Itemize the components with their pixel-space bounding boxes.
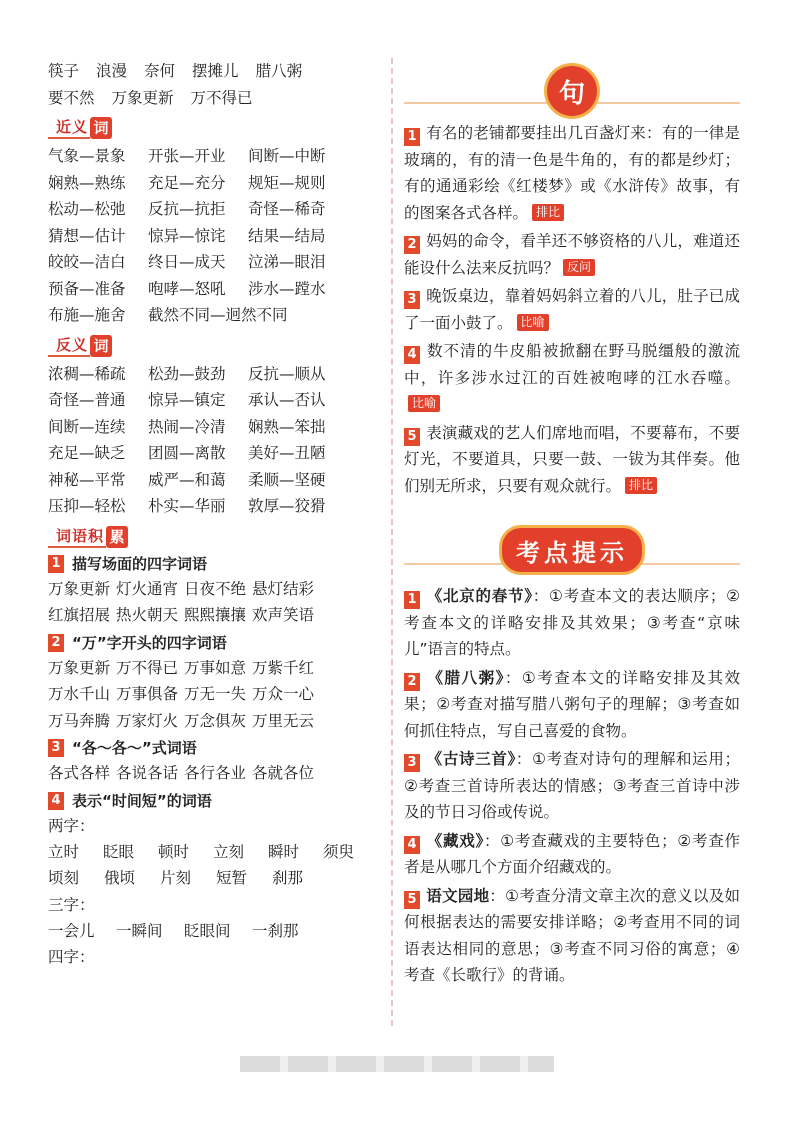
point-number: 4 [404,836,420,854]
word-row [48,839,378,866]
exam-point-item [404,665,740,745]
exam-points-list [404,583,740,989]
word: 欢声笑语 [252,606,315,624]
word-pair: 柔顺—坚硬 [248,470,326,489]
word-row [48,655,378,682]
word: 浪漫 [96,62,128,80]
word-pair: 惊异—镇定 [148,391,226,409]
word-pair: 奇怪—稀奇 [248,200,326,218]
point-text: ：①考查本文的详略安排及其效果；②考查对描写腊八粥句子的理解；③考查如何抓住特点，写自己喜爱的食物。 [404,668,740,740]
exam-point-item [404,828,740,881]
word-pair: 眨眼间 [184,921,231,940]
word-row [48,918,378,945]
accumulate-groups [48,552,378,787]
word-pair: 间断—中断 [248,147,326,165]
synonyms-heading-box: 词 [90,117,112,139]
word-pair: 截然不同—迥然不同 [148,306,288,324]
word-pair: 顿时 [158,842,190,861]
word: 万不得已 [116,658,179,677]
word-pair: 瞬时 [268,842,300,861]
antonym-list [48,361,378,520]
group-heading [48,789,378,813]
word: 日夜不绝 [184,579,247,598]
word-pair: 一刹那 [252,921,299,940]
group-heading [48,736,378,760]
rhetoric-tag: 反问 [563,259,595,276]
page-footer-bar [240,1056,554,1072]
point-text: ：①考查本文的表达顺序；②考查本文的详略安排及其效果；③考查“京味儿”语言的特点。 [404,587,740,658]
word-pair: 充足—缺乏 [48,444,126,462]
word: 各就各位 [252,764,315,782]
word-row [48,493,378,520]
top-words-row-2 [48,85,378,112]
word: 各说各话 [116,764,179,782]
point-number: 2 [404,673,420,691]
word-pair: 顷刻 [48,869,80,887]
sentence-list [404,120,740,499]
group-title: 表示“时间短”的词语 [72,791,212,810]
word-pair: 刹那 [272,869,304,887]
word-pair: 热闹—冷清 [148,417,226,436]
point-title: 语文园地 [426,886,490,905]
point-title: 《古诗三首》 [426,750,516,768]
word-pair: 预备—准备 [48,279,126,298]
point-title: 《腊八粥》 [426,668,505,687]
word-pair: 团圆—离散 [148,444,226,462]
sentence-number: 2 [404,236,420,254]
word-pair: 短暂 [216,869,248,887]
word-pair: 浓稠—稀疏 [48,364,126,383]
word-row [48,576,378,603]
three-char-words [48,918,378,945]
word-row [48,170,378,197]
word: 各行各业 [184,764,247,782]
word-pair: 立刻 [213,842,245,861]
sentence-title-badge: 句 [544,63,600,119]
word-pair: 反抗—顺从 [248,364,326,383]
exam-point-item [404,883,740,989]
word-pair: 威严—和蔼 [148,470,226,489]
synonyms-heading-text: 近义 [48,117,90,139]
word-pair: 眨眼 [103,842,135,861]
word-pair: 开张—开业 [148,147,226,165]
two-char-label: 两字： [48,816,95,835]
word: 腊八粥 [255,62,303,80]
word: 各式各样 [48,764,111,782]
group-number: 2 [48,634,64,652]
accumulate-heading [48,526,378,548]
sentence-text: 晚饭桌边，靠着妈妈斜立着的八儿，肚子已成了一面小鼓了。 [404,287,740,332]
word-row [48,223,378,250]
word-pair: 压抑—轻松 [48,497,126,515]
word-pair: 须臾 [323,842,355,861]
rhetoric-tag: 排比 [625,477,657,494]
word: 筷子 [48,62,80,80]
synonym-list [48,143,378,329]
sentence-number: 4 [404,346,420,364]
rhetoric-tag: 比喻 [517,314,549,331]
point-number: 1 [404,591,420,609]
sentence-text: 有名的老铺都要挂出几百盏灯来：有的一律是玻璃的，有的清一色是牛角的，有的都是纱灯；有的通通彩绘《红楼梦》或《水浒传》故事，有的图案各式各样。 [404,124,740,222]
sentence-item [404,338,740,418]
word-row [48,302,378,329]
word: 热火朝天 [116,606,179,624]
word-pair: 神秘—平常 [48,470,126,489]
synonyms-heading [48,117,378,139]
antonyms-heading-box: 词 [90,335,112,357]
word-pair: 反抗—抗拒 [148,200,226,218]
word: 万念俱灰 [184,711,247,730]
word-row [48,196,378,223]
word-row [48,467,378,494]
sentence-item [404,420,740,500]
exam-point-item [404,746,740,826]
four-char-label: 四字： [48,948,95,966]
word: 万家灯火 [116,711,179,730]
word: 灯火通宵 [116,579,179,598]
word: 悬灯结彩 [252,579,315,598]
sentence-number: 5 [404,428,420,446]
word-pair: 惊异—惊诧 [148,226,226,245]
word-pair: 布施—施舍 [48,306,126,324]
word: 红旗招展 [48,606,111,624]
word-pair: 泣涕—眼泪 [248,253,326,271]
top-words-row-1 [48,58,378,85]
word-row [48,249,378,276]
sentence-item [404,228,740,281]
exam-points-heading [404,517,740,583]
point-number: 3 [404,754,420,772]
group-4 [48,789,378,971]
word: 万不得已 [190,88,253,107]
word-row [48,276,378,303]
word: 万象更新 [111,88,174,107]
word-row [48,602,378,629]
group-title: “万”字开头的四字词语 [72,633,227,652]
word-group [48,736,378,787]
word-pair: 终日—成天 [148,253,226,271]
word: 万水千山 [48,685,111,703]
word: 熙熙攘攘 [184,606,247,624]
word-pair: 充足—充分 [148,173,226,192]
word-pair: 敦厚—狡猾 [248,497,326,515]
sentence-text: 数不清的牛皮船被掀翻在野马脱缰般的激流中，许多涉水过江的百姓被咆哮的江水吞噬。 [404,342,740,387]
point-text: ：①考查对诗句的理解和运用；②考查三首诗所表达的情感；③考查三首诗中涉及的节日习俗或传说。 [404,750,740,821]
point-title: 《藏戏》 [426,831,484,850]
sentence-item [404,120,740,226]
column-divider [391,58,393,1026]
word-pair: 规矩—规则 [248,173,326,192]
word-pair: 奇怪—普通 [48,391,126,409]
word: 万紫千红 [252,658,315,677]
two-char-words [48,839,378,892]
sentence-text: 表演藏戏的艺人们席地而唱，不要幕布，不要灯光，不要道具，只要一鼓、一钹为其伴奏。他们别无所求，只要有观众就行。 [404,423,740,495]
word: 要不然 [48,88,95,107]
word-pair: 结果—结局 [248,226,326,245]
word-row [48,387,378,414]
point-text: ：①考查分清文章主次的意义以及如何根据表达的需要安排详略；②考查用不同的词语表达相同的意思；③考查不同习俗的寓意；④考查《长歌行》的背诵。 [404,886,740,984]
word: 摆摊儿 [192,62,239,80]
sentence-number: 1 [404,128,420,146]
word: 万里无云 [252,711,315,730]
right-column [404,62,740,1026]
word-pair: 承认—否认 [248,391,326,409]
word-pair: 娴熟—笨拙 [248,417,326,436]
accumulate-heading-box: 累 [106,526,128,548]
word-pair: 咆哮—怒吼 [148,279,226,298]
word-group [48,631,378,735]
group-number: 4 [48,792,64,810]
point-text: ：①考查藏戏的主要特色；②考查作者是从哪几个方面介绍藏戏的。 [404,831,740,876]
sentence-number: 3 [404,291,420,309]
word: 万象更新 [48,658,111,677]
word: 万象更新 [48,579,111,598]
antonyms-heading [48,335,378,357]
accumulate-heading-text: 词语积 [48,526,106,548]
word-pair: 立时 [48,842,80,861]
word: 万马奔腾 [48,711,111,730]
word-pair: 松劲—鼓劲 [148,364,226,383]
sentence-section-heading [404,62,740,120]
word-pair: 美好—丑陋 [248,444,326,462]
word-row [48,361,378,388]
group-number: 3 [48,739,64,757]
rhetoric-tag: 比喻 [408,395,440,412]
word-pair: 间断—连续 [48,417,126,436]
word-pair: 朴实—华丽 [148,497,226,515]
word-row [48,760,378,787]
word-pair: 俄顷 [104,869,136,887]
point-title: 《北京的春节》 [426,587,533,605]
antonyms-heading-text: 反义 [48,335,90,357]
group-heading [48,552,378,576]
word: 奈何 [144,62,176,80]
word-pair: 皎皎—洁白 [48,253,126,271]
word-pair: 一瞬间 [116,921,163,940]
rhetoric-tag: 排比 [532,204,564,221]
word-pair: 涉水—蹚水 [248,279,326,298]
word-pair: 松动—松弛 [48,200,126,218]
point-number: 5 [404,891,420,909]
group-number: 1 [48,555,64,573]
word-pair: 猜想—估计 [48,226,126,245]
left-column [48,58,378,1026]
word: 万事如意 [184,658,247,677]
word-row [48,865,378,892]
word: 万事俱备 [116,685,179,703]
word-pair: 一会儿 [48,921,95,940]
sentence-text: 妈妈的命令，看羊还不够资格的八儿，难道还能设什么法来反抗吗？ [404,232,740,277]
word-row [48,440,378,467]
group-title: “各～各～”式词语 [72,739,197,757]
group-title: 描写场面的四字词语 [72,554,208,573]
exam-point-item [404,583,740,663]
three-char-label: 三字： [48,895,95,914]
word-pair: 片刻 [160,869,192,887]
word-pair: 娴熟—熟练 [48,173,126,192]
group-heading [48,631,378,655]
word: 万众一心 [252,685,315,703]
word: 万无一失 [184,685,247,703]
word-pair: 气象—景象 [48,147,126,165]
word-row [48,414,378,441]
word-row [48,143,378,170]
word-row [48,681,378,708]
sentence-item [404,283,740,336]
word-group [48,552,378,629]
word-row [48,708,378,735]
exam-points-title: 考点提示 [499,525,645,575]
